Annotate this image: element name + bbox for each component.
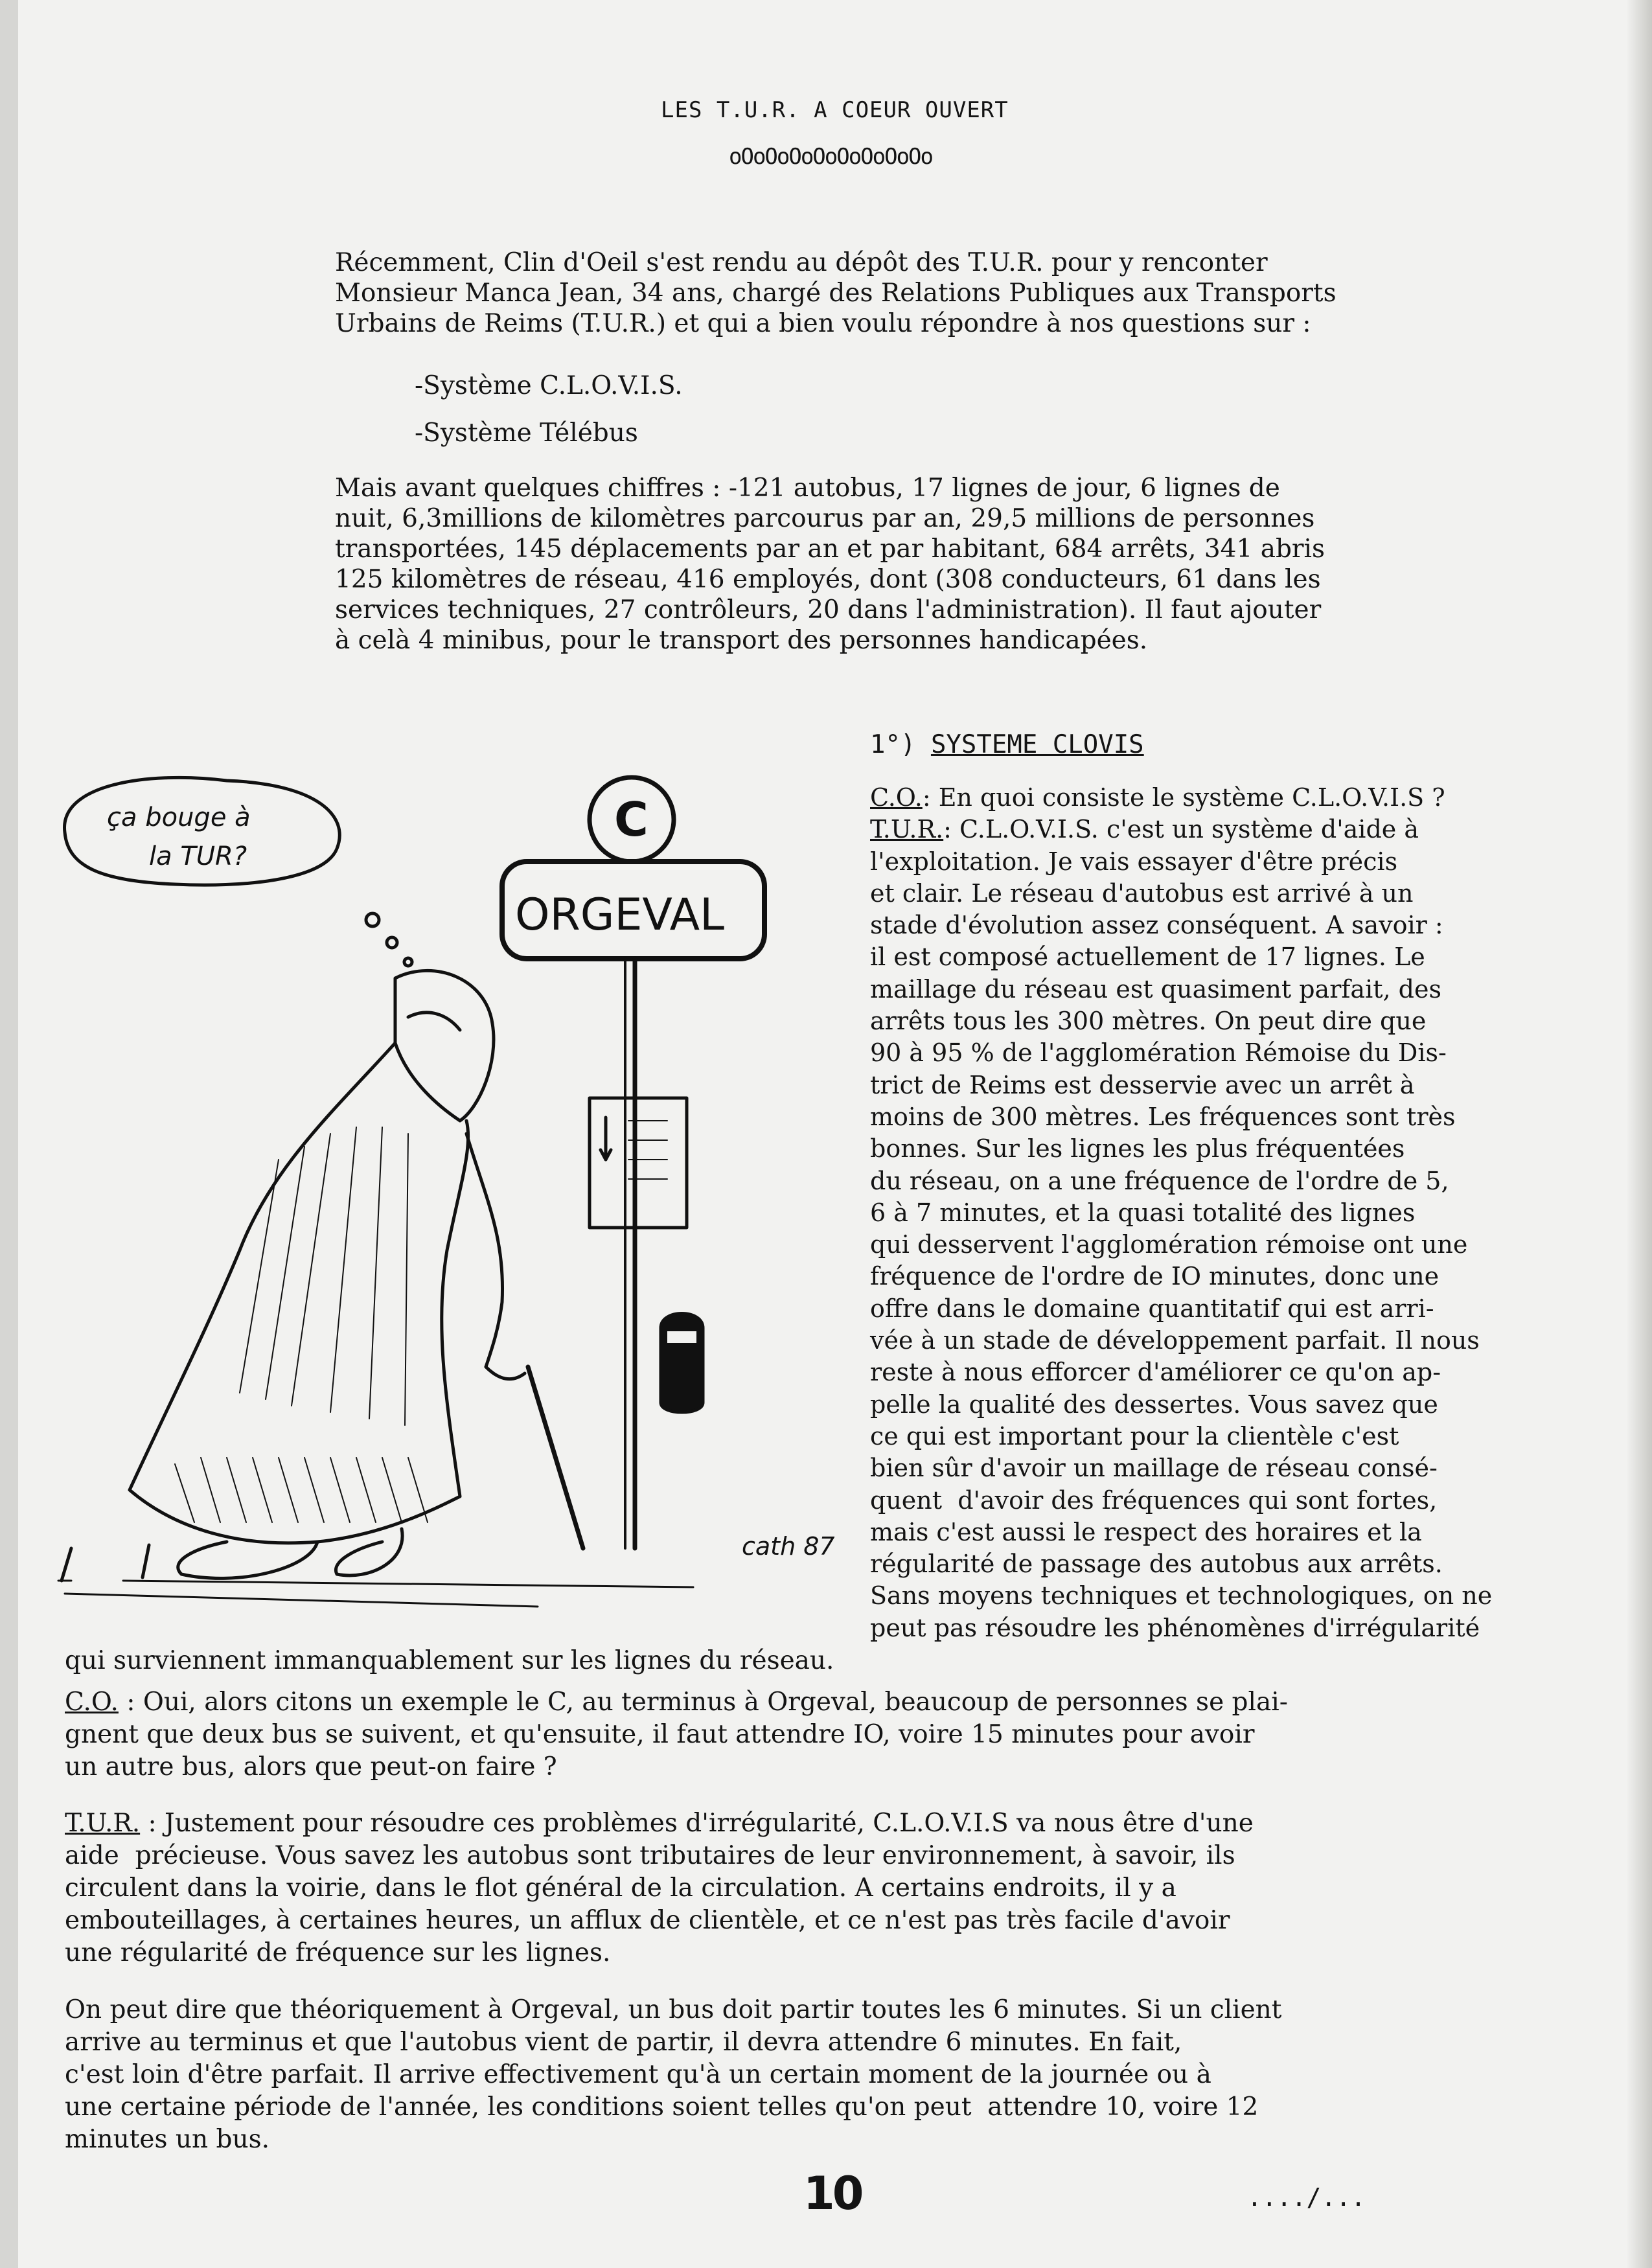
answer-1-start: : C.L.O.V.I.S. c'est un système d'aide à bbox=[943, 815, 1419, 844]
title-ornament: oOoOoOoOoOoOoOoOo bbox=[729, 144, 932, 170]
answer-2 bbox=[65, 1807, 1254, 1969]
topic-clovis: -Système C.L.O.V.I.S. bbox=[415, 371, 683, 400]
thought-dot bbox=[366, 913, 379, 926]
ground-line bbox=[58, 1581, 693, 1607]
cartoon-illustration bbox=[45, 745, 842, 1626]
continued-marker: ..../... bbox=[1247, 2183, 1366, 2212]
thought-dot bbox=[387, 937, 397, 948]
speech-line-2: la TUR? bbox=[149, 842, 247, 871]
question-2 bbox=[65, 1686, 1288, 1783]
old-woman-figure bbox=[130, 970, 583, 1578]
walking-cane bbox=[528, 1367, 583, 1548]
paragraph-orgeval: On peut dire que théoriquement à Orgeval, un bus doit partir toutes les 6 minutes. Si un client arrive au terminus et que l'autobus vient de partir, il devra attendre 6 minutes. En fait, c'est loin d'être parfait. Il arrive effectivement qu'à un certain moment de la journée ou à une certaine période de l'année, les conditions soient telles qu'on peut attendre 10, voire 12 minutes un bus. bbox=[65, 1995, 1282, 2154]
trash-bin bbox=[661, 1314, 703, 1413]
artist-signature: cath 87 bbox=[742, 1532, 835, 1561]
key-figures-paragraph: Mais avant quelques chiffres : -121 autobus, 17 lignes de jour, 6 lignes de nuit, 6,3millions de kilomètres parcourus par an, 29,5 millions de personnes transportées, 145 déplacements par an et par habitant, 684 arrêts, 341 abris 125 kilomètres de réseau, 416 employés, dont (308 conducteurs, 61 dans les services techniques, 27 contrôleurs, 20 dans l'administration). Il faut ajouter à celà 4 minibus, pour le transport des personnes handicapées. bbox=[335, 474, 1325, 655]
co-label: C.O. bbox=[65, 1688, 119, 1717]
page-number: 10 bbox=[803, 2167, 862, 2220]
section-heading bbox=[870, 730, 1144, 759]
intro-paragraph: Récemment, Clin d'Oeil s'est rendu au dépôt des T.U.R. pour y renconter Monsieur Manca Jean, 34 ans, chargé des Relations Publiques aux Transports Urbains de Reims (T.U.R.) et qui a bien voulu répondre à nos questions sur : bbox=[335, 248, 1337, 338]
tur-label: T.U.R. bbox=[65, 1809, 141, 1838]
sign-name: ORGEVAL bbox=[515, 889, 724, 941]
topic-telebus: -Système Télébus bbox=[415, 418, 638, 448]
question-1: : En quoi consiste le système C.L.O.V.I.S ? bbox=[922, 783, 1445, 812]
co-label: C.O. bbox=[870, 783, 923, 812]
bus-line-letter: C bbox=[614, 792, 648, 847]
page-edge-right bbox=[1626, 0, 1652, 2268]
tur-label: T.U.R. bbox=[870, 815, 944, 844]
interview-column bbox=[870, 782, 1492, 1644]
section-title: SYSTEME CLOVIS bbox=[930, 730, 1144, 759]
section-number: 1°) bbox=[870, 730, 916, 759]
answer-1-end: qui surviennent immanquablement sur les lignes du réseau. bbox=[65, 1646, 834, 1675]
page-edge-left bbox=[0, 0, 18, 2268]
page-title: LES T.U.R. A COEUR OUVERT bbox=[661, 97, 1009, 123]
answer-1-column: l'exploitation. Je vais essayer d'être précis et clair. Le réseau d'autobus est arrivé à un stade d'évolution assez conséquent. A savoir : il est composé actuellement de 17 lignes. Le maillage du réseau est quasiment parfait, des arrêts tous les 300 mètres. On peut dire que 90 à 95 % de l'agglomération Rémoise du Dis- trict de Reims est desservie avec un arrêt à moins de 300 mètres. Les fréquences sont très bonnes. Sur les lignes les plus fréquentées du réseau, on a une fréquence de l'ordre de 5, 6 à 7 minutes, et la quasi totalité des lignes qui desservent l'agglomération rémoise ont une fréquence de l'ordre de IO minutes, donc une offre dans le domaine quantitatif qui est arri- vée à un stade de développement parfait. Il nous reste à nous efforcer d'améliorer ce qu'on ap- pelle la qualité des dessertes. Vous savez que ce qui est important pour la clientèle c'est bien sûr d'avoir un maillage de réseau consé- quent d'avoir des fréquences qui sont fortes, mais c'est aussi le respect des horaires et la régularité de passage des autobus aux arrêts. Sans moyens techniques et technologiques, on ne peut pas résoudre les phénomènes d'irrégularité bbox=[870, 847, 1493, 1642]
speech-line-1: ça bouge à bbox=[107, 803, 251, 832]
question-2-text: : Oui, alors citons un exemple le C, au terminus à Orgeval, beaucoup de personnes se plai- gnent que deux bus se suivent, et qu'ensuite, il faut attendre IO, voire 15 minutes pour avoir un autre bus, alors que peut-on faire ? bbox=[65, 1688, 1288, 1781]
answer-2-text: : Justement pour résoudre ces problèmes d'irrégularité, C.L.O.V.I.S va nous être d'une aide précieuse. Vous savez les autobus sont tributaires de leur environnement, à savoir, ils circulent dans la voirie, dans le flot général de la circulation. A certains endroits, il y a embouteillages, à certaines heures, un afflux de clientèle, et ce n'est pas très facile d'avoir une régularité de fréquence sur les lignes. bbox=[65, 1809, 1254, 1967]
thought-dot bbox=[404, 958, 412, 966]
